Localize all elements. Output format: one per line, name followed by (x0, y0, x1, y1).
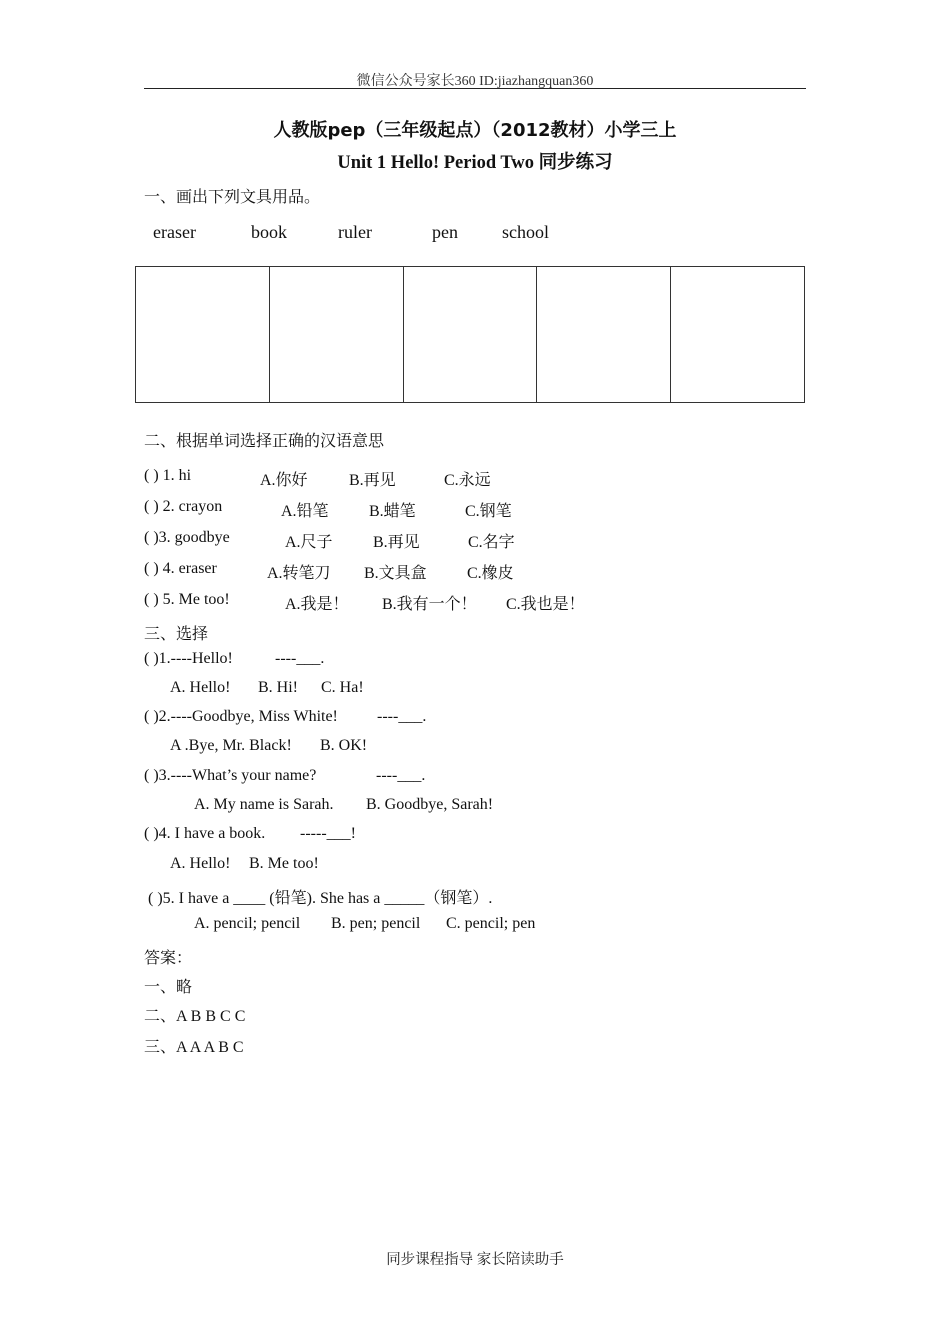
option-a: A. Hello! (170, 855, 231, 872)
vocab-word: school (502, 222, 549, 242)
question-prefix: ( )3. goodbye (144, 529, 230, 546)
option-b: B. OK! (320, 737, 368, 754)
question-prompt: ( )1.----Hello! (144, 650, 233, 667)
drawing-cell[interactable] (404, 267, 538, 402)
vocab-word: book (251, 222, 287, 242)
vocab-word: pen (432, 222, 458, 242)
answer-blank: -----___! (300, 825, 356, 842)
answer-blank: ----___. (377, 708, 427, 725)
option-b: B. Me too! (249, 855, 319, 872)
option-c: C.永远 (444, 472, 491, 489)
option-b: B. pen; pencil (331, 915, 421, 932)
option-c: C.我也是！ (506, 596, 585, 613)
question-prompt: ( )3.----What’s your name? (144, 767, 317, 784)
option-b: B.我有一个！ (382, 596, 477, 613)
option-a: A. My name is Sarah. (194, 796, 334, 813)
option-a: A.你好 (260, 472, 308, 489)
option-b: B.再见 (373, 534, 420, 551)
option-a: A.铅笔 (281, 503, 329, 520)
option-a: A. pencil; pencil (194, 915, 301, 932)
option-c: C.钢笔 (465, 503, 512, 520)
answer-blank: ----___. (376, 767, 426, 784)
question-prompt: ( )2.----Goodbye, Miss White! (144, 708, 338, 725)
document-subtitle: Unit 1 Hello! Period Two 同步练习 (337, 153, 613, 173)
question-prefix: ( ) 1. hi (144, 467, 192, 484)
answer-line: 一、略 (144, 979, 193, 996)
answer-line: 二、A B B C C (144, 1008, 246, 1025)
option-b: B.蜡笔 (369, 503, 416, 520)
option-a: A. Hello! (170, 679, 231, 696)
question-prefix: ( ) 2. crayon (144, 498, 223, 515)
drawing-grid (135, 266, 805, 403)
vocab-word: ruler (338, 222, 372, 242)
question-prompt: ( )4. I have a book. (144, 825, 266, 842)
header-divider (144, 88, 806, 89)
section3-heading: 三、选择 (144, 626, 209, 643)
option-b: B.再见 (349, 472, 396, 489)
option-a: A.我是！ (285, 596, 349, 613)
answer-line: 三、A A A B C (144, 1039, 244, 1056)
drawing-cell[interactable] (537, 267, 671, 402)
page-footer: 同步课程指导 家长陪读助手 (386, 1252, 564, 1268)
drawing-cell[interactable] (136, 267, 270, 402)
vocab-word: eraser (153, 222, 196, 242)
drawing-cell[interactable] (671, 267, 804, 402)
section2-heading: 二、根据单词选择正确的汉语意思 (144, 433, 385, 450)
page-header: 微信公众号家长360 ID:jiazhangquan360 (356, 74, 594, 89)
option-a: A.尺子 (285, 534, 333, 551)
drawing-cell[interactable] (270, 267, 404, 402)
option-b: B.文具盒 (364, 565, 427, 582)
answer-blank: ----___. (275, 650, 325, 667)
question-prompt: ( )5. I have a ____ (铅笔). She has a _____（钢笔）. (148, 890, 493, 907)
section1-heading: 一、画出下列文具用品。 (144, 189, 321, 206)
option-b: B. Goodbye, Sarah! (366, 796, 494, 813)
question-prefix: ( ) 4. eraser (144, 560, 217, 577)
document-title: 人教版pep（三年级起点）（2012教材）小学三上 (273, 120, 677, 141)
option-b: B. Hi! (258, 679, 298, 696)
option-c: C. Ha! (321, 679, 364, 696)
option-c: C. pencil; pen (446, 915, 536, 932)
option-a: A.转笔刀 (267, 565, 331, 582)
option-c: C.橡皮 (467, 565, 514, 582)
answers-heading: 答案： (144, 950, 193, 967)
question-prefix: ( ) 5. Me too! (144, 591, 230, 608)
option-c: C.名字 (468, 534, 515, 551)
option-a: A .Bye, Mr. Black! (170, 737, 292, 754)
